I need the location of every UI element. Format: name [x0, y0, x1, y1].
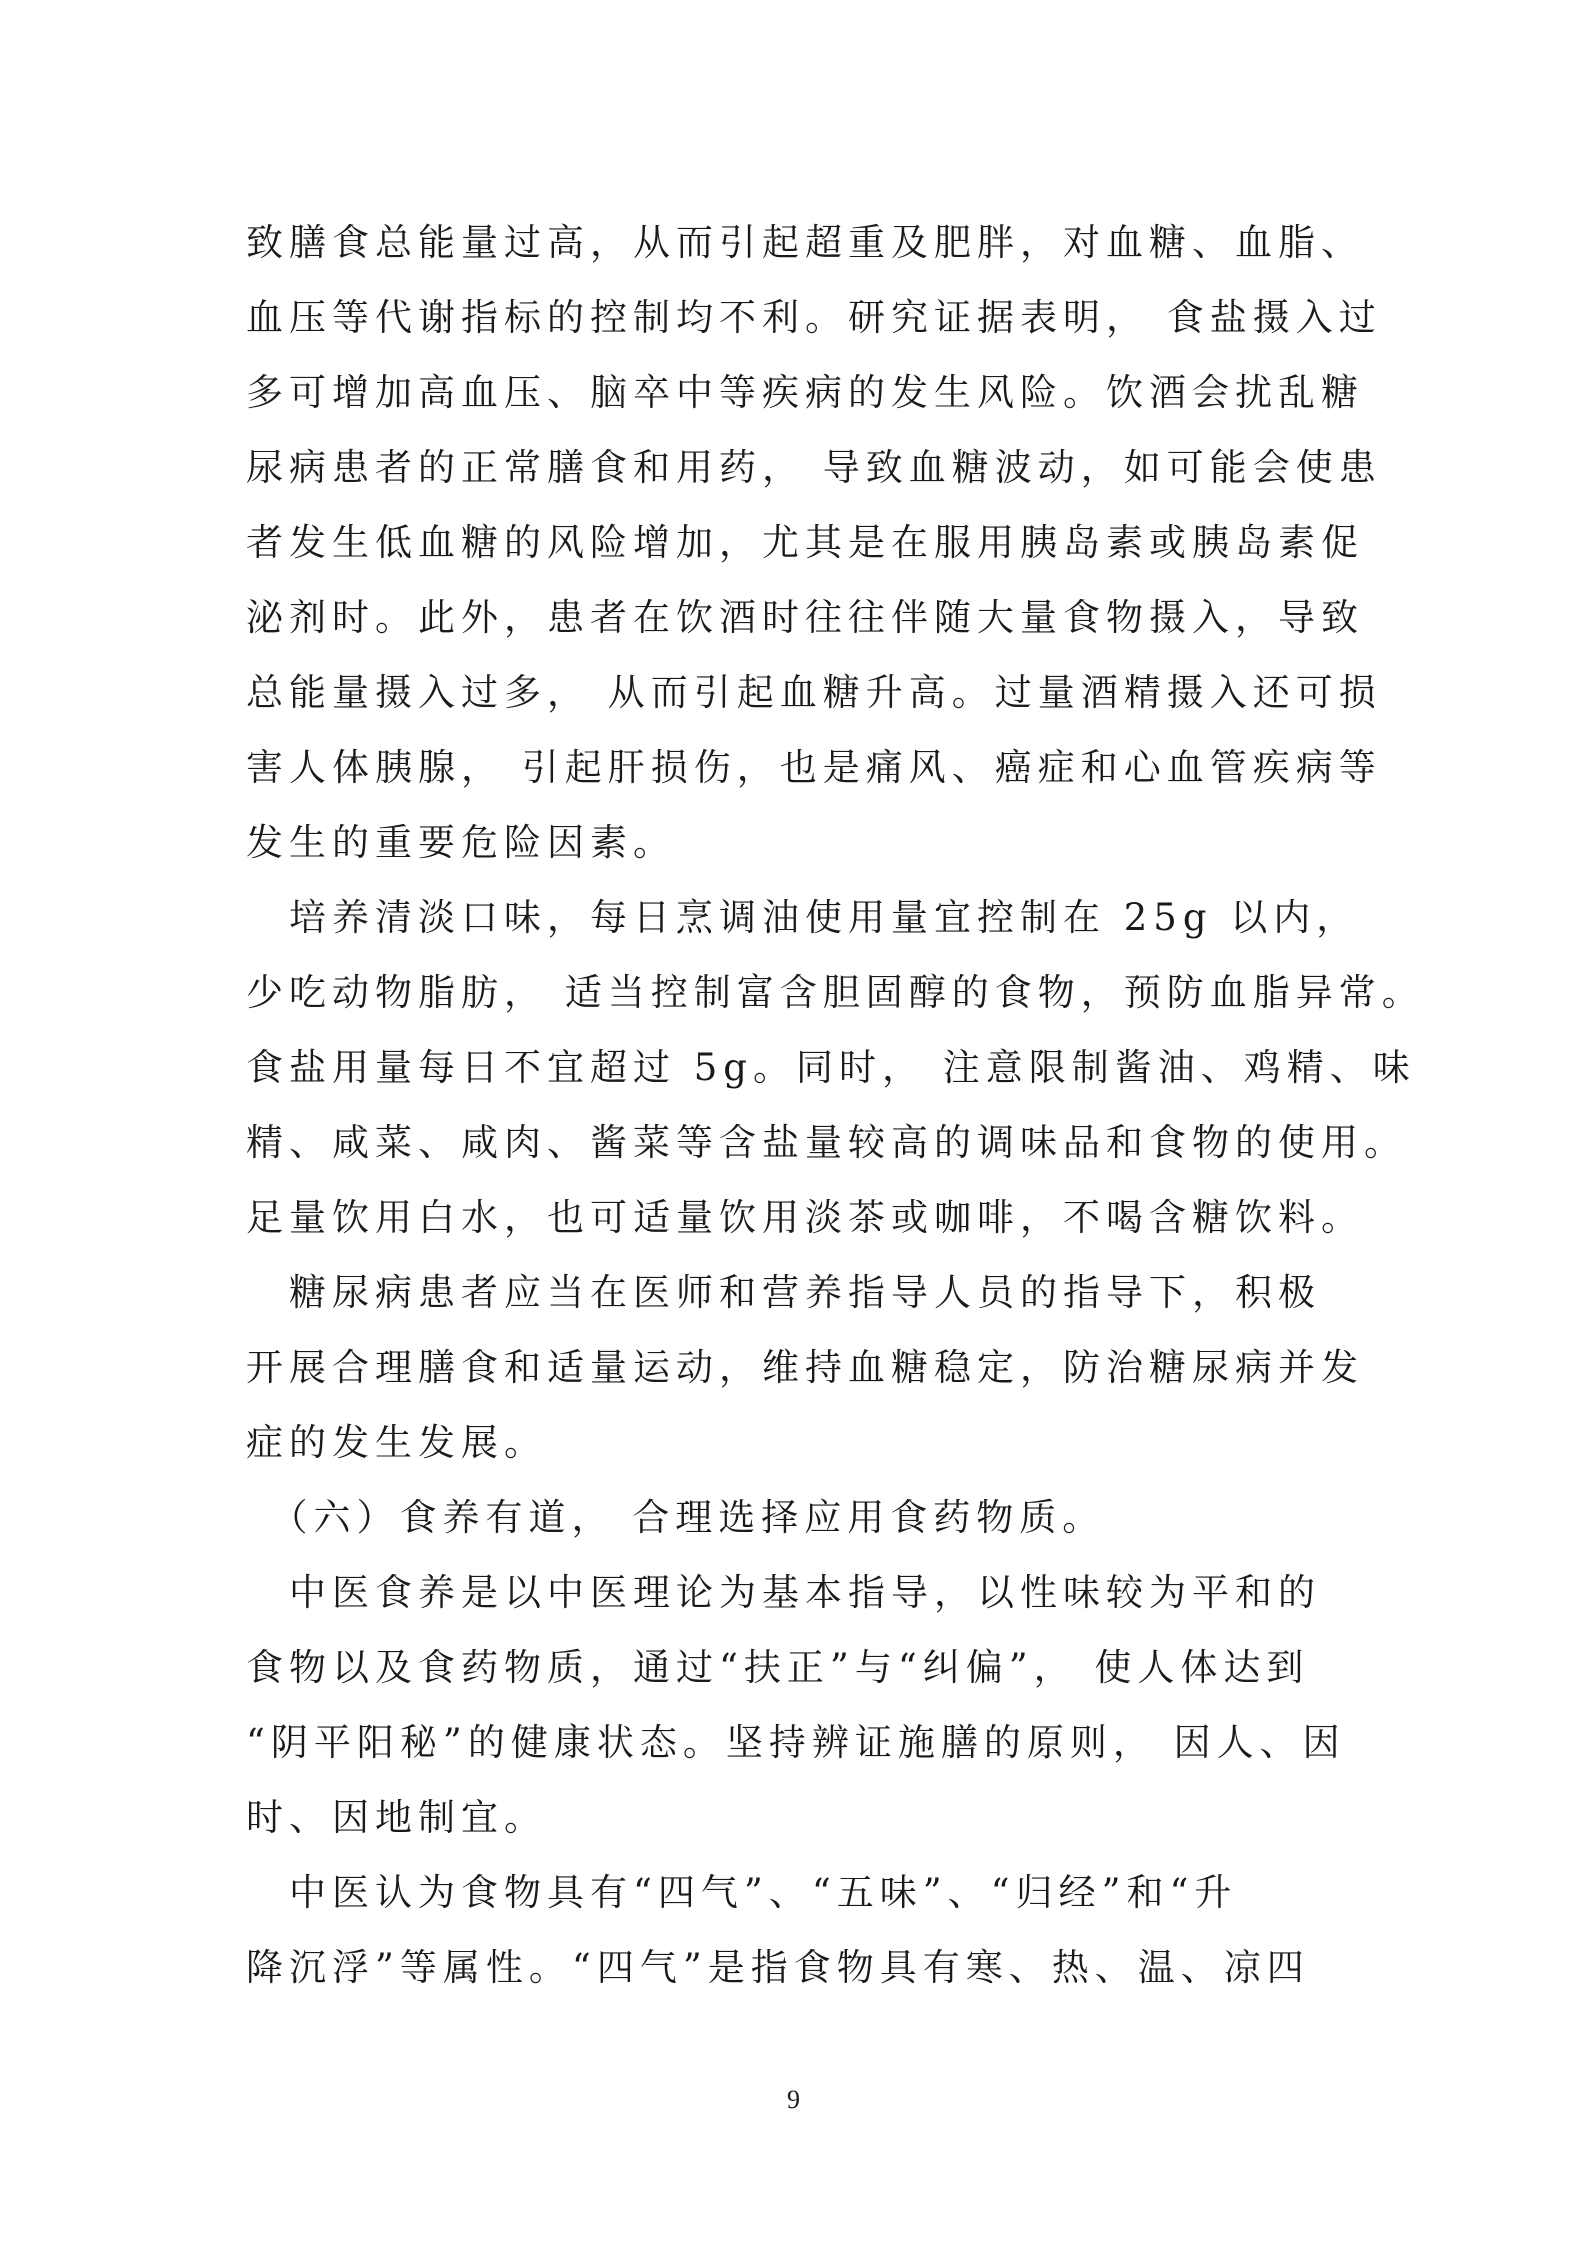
text-line: 开展合理膳食和适量运动，维持血糖稳定，防治糖尿病并发 — [246, 1346, 1364, 1389]
text-line: 血压等代谢指标的控制均不利。研究证据表明， 食盐摄入过 — [246, 296, 1382, 339]
text-line: 糖尿病患者应当在医师和营养指导人员的指导下，积极 — [246, 1271, 1321, 1314]
text-line: 者发生低血糖的风险增加，尤其是在服用胰岛素或胰岛素促 — [246, 521, 1364, 564]
text-line: 总能量摄入过多， 从而引起血糖升高。过量酒精摄入还可损 — [246, 671, 1382, 714]
text-line: “阴平阳秘”的健康状态。坚持辨证施膳的原则， 因人、因 — [246, 1721, 1346, 1764]
text-line: 少吃动物脂肪， 适当控制富含胆固醇的食物，预防血脂异常。 — [246, 971, 1425, 1014]
body-text — [246, 205, 1425, 2005]
text-line: 症的发生发展。 — [246, 1421, 547, 1464]
text-line: 中医认为食物具有“四气”、“五味”、“归经”和“升 — [246, 1871, 1238, 1914]
text-line: 降沉浮”等属性。“四气”是指食物具有寒、热、温、凉四 — [246, 1946, 1310, 1989]
text-line: 多可增加高血压、脑卒中等疾病的发生风险。饮酒会扰乱糖 — [246, 371, 1364, 414]
text-line: 精、咸菜、咸肉、酱菜等含盐量较高的调味品和食物的使用。 — [246, 1121, 1407, 1164]
text-line: 尿病患者的正常膳食和用药， 导致血糖波动，如可能会使患 — [246, 446, 1382, 489]
text-line: 害人体胰腺， 引起肝损伤，也是痛风、癌症和心血管疾病等 — [246, 746, 1382, 789]
text-line: 发生的重要危险因素。 — [246, 821, 676, 864]
text-line: 足量饮用白水，也可适量饮用淡茶或咖啡，不喝含糖饮料。 — [246, 1196, 1364, 1239]
text-line: 食盐用量每日不宜超过 5g。同时， 注意限制酱油、鸡精、味 — [246, 1046, 1416, 1089]
text-line: 泌剂时。此外，患者在饮酒时往往伴随大量食物摄入，导致 — [246, 596, 1364, 639]
text-line: 致膳食总能量过高，从而引起超重及肥胖，对血糖、血脂、 — [246, 221, 1364, 264]
section-heading: （六）食养有道， 合理选择应用食药物质。 — [246, 1496, 1106, 1539]
text-line: 培养清淡口味，每日烹调油使用量宜控制在 25g 以内， — [246, 896, 1360, 939]
text-line: 中医食养是以中医理论为基本指导，以性味较为平和的 — [246, 1571, 1321, 1614]
text-line: 食物以及食药物质，通过“扶正”与“纠偏”， 使人体达到 — [246, 1646, 1310, 1689]
text-line: 时、因地制宜。 — [246, 1796, 547, 1839]
page-number: 9 — [787, 2085, 800, 2114]
